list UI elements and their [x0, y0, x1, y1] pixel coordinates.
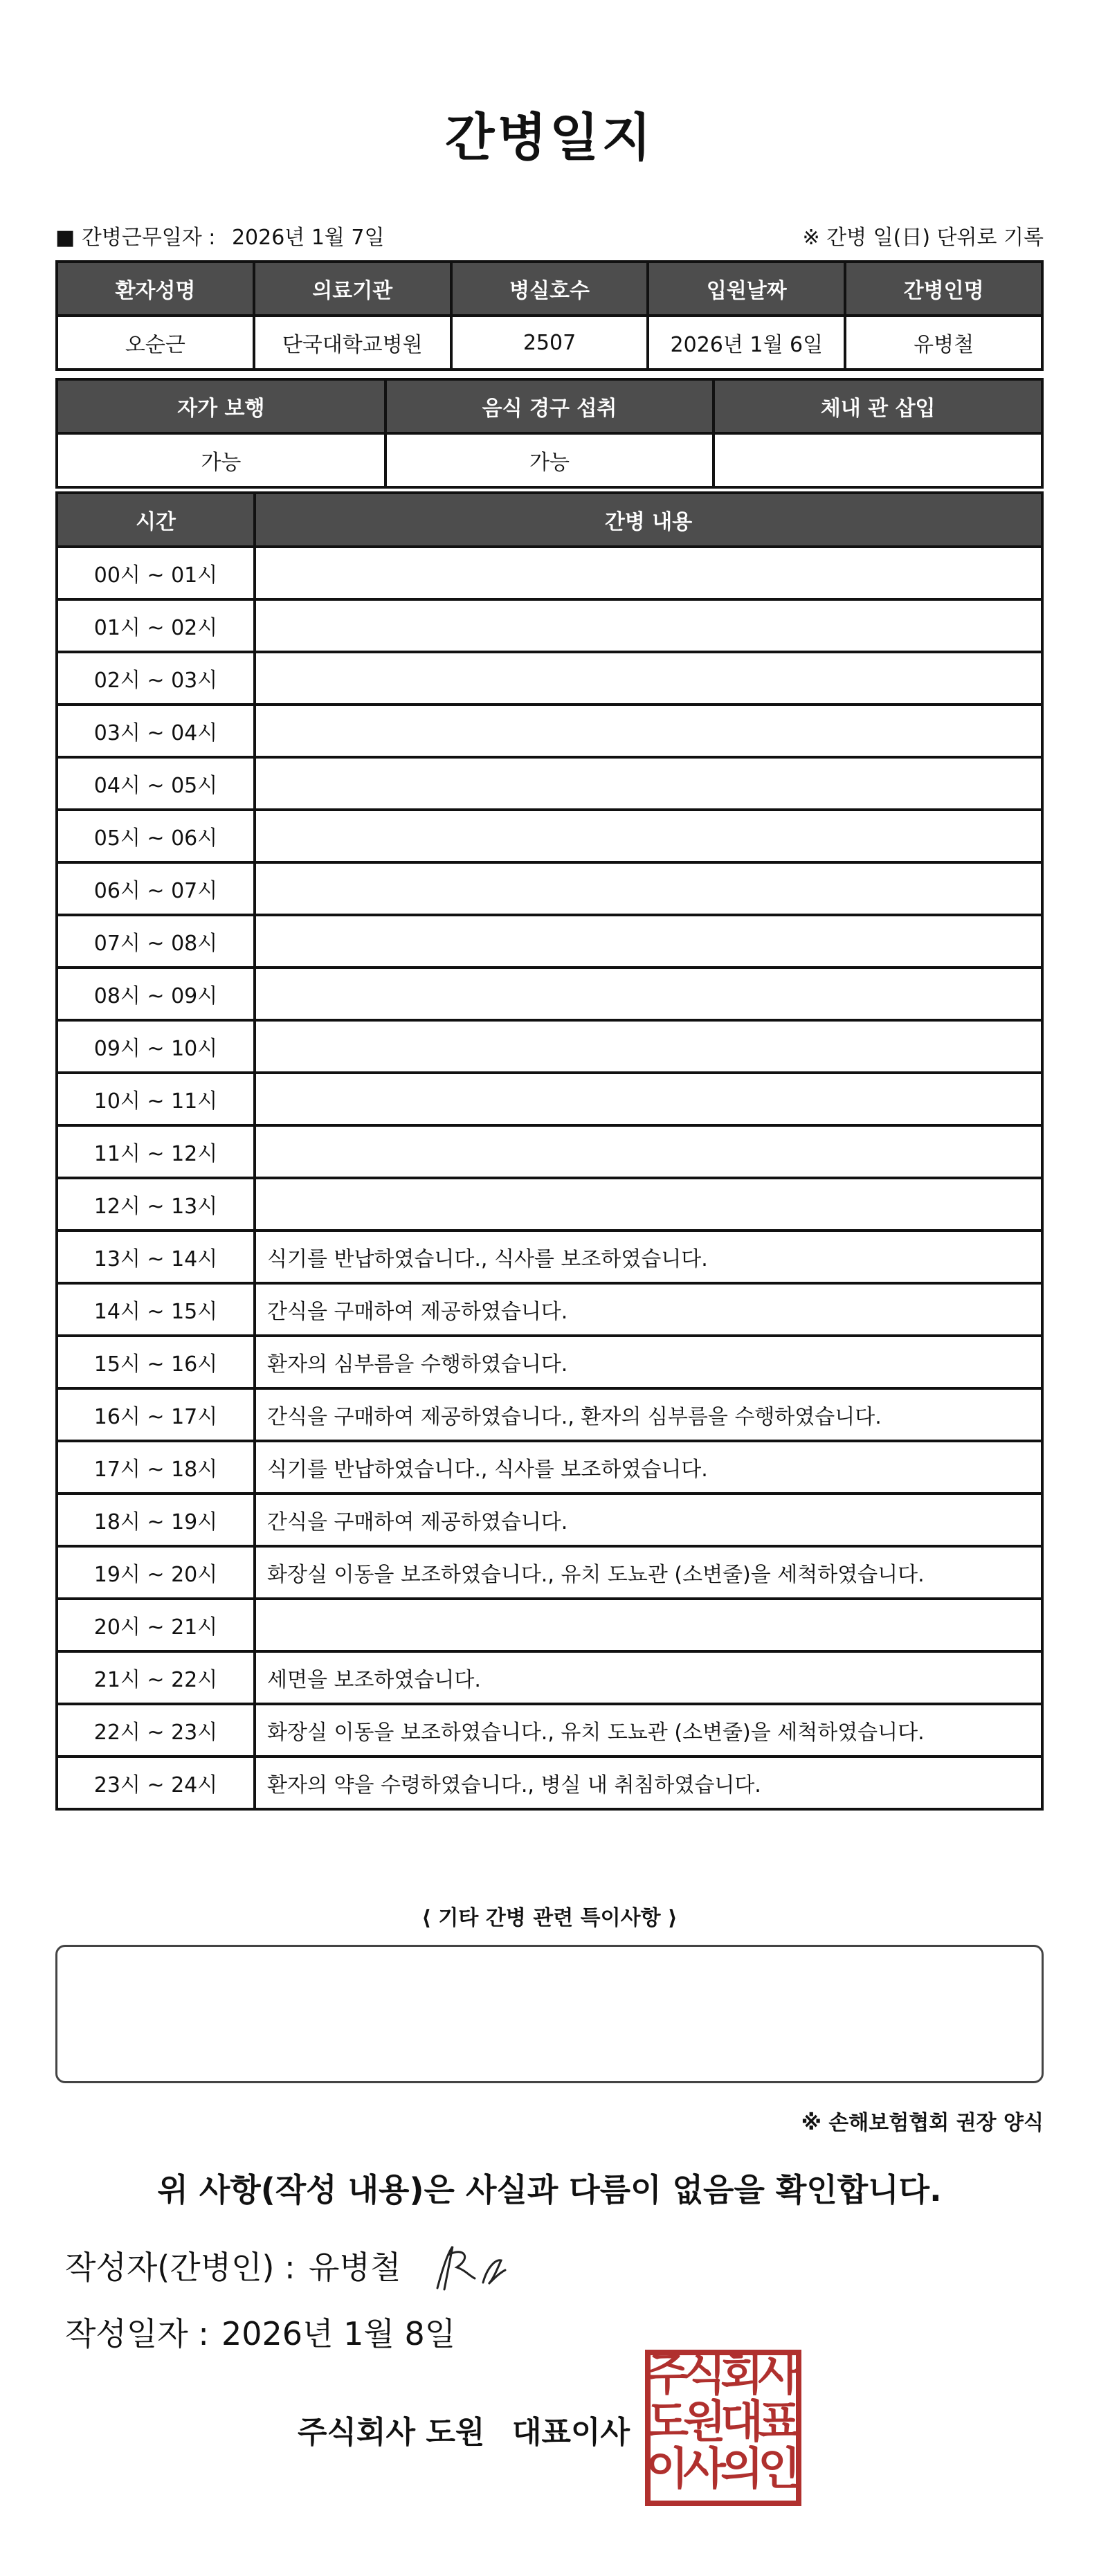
- time-cell: 00시 ~ 01시: [57, 547, 255, 599]
- writer-name: 유병철: [309, 2249, 401, 2286]
- header-admission-date: 입원날짜: [648, 262, 845, 316]
- time-cell: 06시 ~ 07시: [57, 862, 255, 915]
- unit-note: ※ 간병 일(日) 단위로 기록: [802, 226, 1044, 250]
- care-content-cell: 식기를 반납하였습니다., 식사를 보조하였습니다.: [255, 1441, 1042, 1494]
- patient-status-header-row: [57, 379, 1042, 433]
- table-row: [57, 1020, 1042, 1073]
- header-tube-insertion: 체내 관 삽입: [714, 379, 1042, 433]
- table-row: [57, 1441, 1042, 1494]
- table-row: [57, 862, 1042, 915]
- time-cell: 13시 ~ 14시: [57, 1231, 255, 1283]
- table-row: [57, 968, 1042, 1020]
- seal-glyph: 원: [683, 2397, 726, 2448]
- seal-glyph: 이: [646, 2444, 689, 2495]
- time-cell: 15시 ~ 16시: [57, 1336, 255, 1388]
- care-content-cell: [255, 1125, 1042, 1178]
- care-content-cell: 화장실 이동을 보조하였습니다., 유치 도뇨관 (소변줄)을 세척하였습니다.: [255, 1546, 1042, 1599]
- time-cell: 02시 ~ 03시: [57, 652, 255, 705]
- work-date-label: ■ 간병근무일자 :: [55, 226, 216, 250]
- care-log-table: [55, 491, 1044, 1811]
- oral-intake: 가능: [385, 433, 714, 487]
- time-cell: 21시 ~ 22시: [57, 1651, 255, 1704]
- care-content-cell: 세면을 보조하였습니다.: [255, 1651, 1042, 1704]
- header-care-content: 간병 내용: [255, 493, 1042, 547]
- care-content-cell: [255, 968, 1042, 1020]
- confirmation-statement: 위 사항(작성 내용)은 사실과 다름이 없음을 확인합니다.: [157, 2171, 942, 2208]
- table-row: [57, 1178, 1042, 1231]
- seal-glyph: 표: [758, 2397, 801, 2448]
- care-content-cell: [255, 862, 1042, 915]
- seal-glyph: 회: [720, 2350, 763, 2401]
- care-content-cell: [255, 915, 1042, 968]
- time-cell: 17시 ~ 18시: [57, 1441, 255, 1494]
- time-cell: 14시 ~ 15시: [57, 1283, 255, 1336]
- header-room-number: 병실호수: [451, 262, 648, 316]
- care-log-header-row: [57, 493, 1042, 547]
- care-content-cell: 환자의 심부름을 수행하였습니다.: [255, 1336, 1042, 1388]
- date-value: 2026년 1월 8일: [221, 2315, 456, 2352]
- care-content-cell: [255, 1020, 1042, 1073]
- care-log-body: [57, 547, 1042, 1809]
- date-label: 작성일자 :: [65, 2315, 209, 2352]
- care-content-cell: [255, 599, 1042, 652]
- care-content-cell: [255, 547, 1042, 599]
- table-row: [57, 652, 1042, 705]
- table-row: [57, 1757, 1042, 1809]
- table-row: [57, 1651, 1042, 1704]
- header-caregiver-name: 간병인명: [845, 262, 1042, 316]
- seal-glyph: 대: [720, 2397, 763, 2448]
- time-cell: 09시 ~ 10시: [57, 1020, 255, 1073]
- seal-glyph: 식: [683, 2350, 726, 2401]
- header-patient-name: 환자성명: [57, 262, 254, 316]
- caregiver-name: 유병철: [845, 316, 1042, 370]
- patient-status-table: [55, 378, 1044, 489]
- work-date-value: 2026년 1월 7일: [231, 226, 385, 250]
- patient-name: 오순근: [57, 316, 254, 370]
- remarks-title: ⟨ 기타 간병 관련 특이사항 ⟩: [421, 1906, 678, 1930]
- table-row: [57, 1704, 1042, 1757]
- company-seal: [645, 2350, 801, 2506]
- header-oral-intake: 음식 경구 섭취: [385, 379, 714, 433]
- table-row: [57, 1388, 1042, 1441]
- recommendation-note: ※ 손해보험협회 권장 양식: [801, 2111, 1044, 2135]
- header-hospital: 의료기관: [254, 262, 451, 316]
- table-row: [57, 1073, 1042, 1125]
- work-date: [55, 220, 385, 251]
- table-row: [57, 1231, 1042, 1283]
- time-cell: 11시 ~ 12시: [57, 1125, 255, 1178]
- time-cell: 23시 ~ 24시: [57, 1757, 255, 1809]
- patient-info-value-row: [57, 316, 1042, 370]
- seal-glyph: 인: [758, 2444, 801, 2495]
- room-number: 2507: [451, 316, 648, 370]
- care-content-cell: 환자의 약을 수령하였습니다., 병실 내 취침하였습니다.: [255, 1757, 1042, 1809]
- time-cell: 22시 ~ 23시: [57, 1704, 255, 1757]
- hospital: 단국대학교병원: [254, 316, 451, 370]
- seal-glyph: 사: [683, 2444, 726, 2495]
- table-row: [57, 547, 1042, 599]
- time-cell: 05시 ~ 06시: [57, 810, 255, 862]
- time-cell: 07시 ~ 08시: [57, 915, 255, 968]
- time-cell: 01시 ~ 02시: [57, 599, 255, 652]
- time-cell: 19시 ~ 20시: [57, 1546, 255, 1599]
- care-content-cell: [255, 705, 1042, 757]
- document-title: 간병일지: [445, 108, 654, 167]
- seal-glyph: 도: [646, 2397, 689, 2448]
- care-content-cell: [255, 1599, 1042, 1651]
- signature: [429, 2240, 512, 2295]
- admission-date: 2026년 1월 6일: [648, 316, 845, 370]
- patient-info-header-row: [57, 262, 1042, 316]
- patient-status-value-row: [57, 433, 1042, 487]
- remarks-box: [55, 1945, 1044, 2083]
- time-cell: 20시 ~ 21시: [57, 1599, 255, 1651]
- company-name: 주식회사 도원: [298, 2415, 485, 2450]
- table-row: [57, 1546, 1042, 1599]
- care-content-cell: 식기를 반납하였습니다., 식사를 보조하였습니다.: [255, 1231, 1042, 1283]
- table-row: [57, 1283, 1042, 1336]
- tube-insertion: [714, 433, 1042, 487]
- care-content-cell: [255, 757, 1042, 810]
- time-cell: 10시 ~ 11시: [57, 1073, 255, 1125]
- time-cell: 12시 ~ 13시: [57, 1178, 255, 1231]
- header-self-walking: 자가 보행: [57, 379, 385, 433]
- self-walking: 가능: [57, 433, 385, 487]
- patient-info-table: [55, 260, 1044, 371]
- table-row: [57, 810, 1042, 862]
- time-cell: 03시 ~ 04시: [57, 705, 255, 757]
- care-content-cell: 화장실 이동을 보조하였습니다., 유치 도뇨관 (소변줄)을 세척하였습니다.: [255, 1704, 1042, 1757]
- seal-glyph: 주: [646, 2350, 689, 2401]
- care-content-cell: [255, 1073, 1042, 1125]
- table-row: [57, 915, 1042, 968]
- seal-glyph: 사: [758, 2350, 801, 2401]
- table-row: [57, 1494, 1042, 1546]
- table-row: [57, 1599, 1042, 1651]
- care-content-cell: 간식을 구매하여 제공하였습니다., 환자의 심부름을 수행하였습니다.: [255, 1388, 1042, 1441]
- care-content-cell: 간식을 구매하여 제공하였습니다.: [255, 1494, 1042, 1546]
- care-content-cell: 간식을 구매하여 제공하였습니다.: [255, 1283, 1042, 1336]
- table-row: [57, 1125, 1042, 1178]
- table-row: [57, 705, 1042, 757]
- header-time: 시간: [57, 493, 255, 547]
- time-cell: 18시 ~ 19시: [57, 1494, 255, 1546]
- table-row: [57, 757, 1042, 810]
- care-content-cell: [255, 652, 1042, 705]
- care-content-cell: [255, 1178, 1042, 1231]
- time-cell: 04시 ~ 05시: [57, 757, 255, 810]
- care-content-cell: [255, 810, 1042, 862]
- writer-label: 작성자(간병인) :: [65, 2249, 296, 2286]
- time-cell: 16시 ~ 17시: [57, 1388, 255, 1441]
- table-row: [57, 1336, 1042, 1388]
- time-cell: 08시 ~ 09시: [57, 968, 255, 1020]
- table-row: [57, 599, 1042, 652]
- ceo-title: 대표이사: [512, 2415, 630, 2450]
- seal-glyph: 의: [720, 2444, 763, 2495]
